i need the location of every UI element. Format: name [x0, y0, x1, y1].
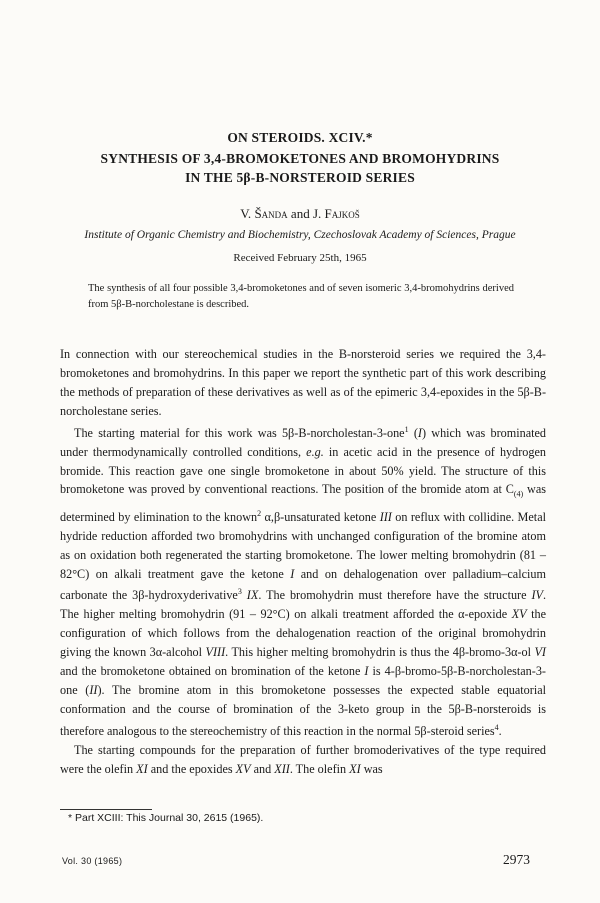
paragraph-1: In connection with our stereochemical studies in the B-norsteroid series we required the 3,4-bromoketones and bromohydrins. In this paper we report the synthetic part of this work describing the methods of preparation of these derivatives as well as of the epimeric 3,4-epoxides in the 5β-B-norcholestane series. [60, 347, 546, 418]
footnote-rule [60, 809, 152, 810]
article-title-line1: SYNTHESIS OF 3,4-BROMOKETONES AND BROMOHYDRINS [100, 151, 500, 166]
paragraph-3: The starting compounds for the preparation of further bromoderivatives of the type required were the olefin XI and the epoxides XV and XII. The olefin XI was [60, 742, 546, 776]
authors: V. Šanda and J. Fajkoš [240, 206, 360, 221]
series-title: ON STEROIDS. XCIV.* [227, 130, 373, 145]
author-sanda: Šanda [254, 206, 288, 221]
author-fajkos: Fajkoš [324, 206, 360, 221]
volume-info: Vol. 30 (1965) [62, 856, 123, 866]
article-body [60, 345, 546, 779]
page-number: 2973 [503, 852, 530, 867]
paragraph-2: The starting material for this work was 5β-B-norcholestan-3-one$^1$ (I) which was brominated under thermodynamically controlled conditions, e.g. in acetic acid in the presence of hydrogen bromide. This reaction gave one single bromoketone in about 50% yield. The structure of this bromoketone was proved by conventional reactions. The position of the bromide atom at $C_{(4)}$ was determined by elimination to the known$^2$ α,β-unsaturated ketone III on reflux with collidine. Metal hydride reduction afforded two bromohydrins with unchanged configuration of the bromine atom as on oxidation both regenerated the starting bromoketone. The lower melting bromohydrin (81 – 82°C) on alkali treatment gave the ketone I and on dehalogenation over palladium–calcium carbonate the 3β-hydroxyderivative$^3$ IX. The bromohydrin must therefore have the structure IV. The higher melting bromohydrin (91 – 92°C) on alkali treatment afforded the α-epoxide XV the configuration of which follows from the dehalogenation reaction of the original bromohydrin giving the known 3α-alcohol VIII. This higher melting bromohydrin is thus the 4β-bromo-3α-ol VI and the bromoketone obtained on bromination of the ketone I is 4-β-bromo-5β-B-norcholestan-3-one (II). The bromine atom in this bromoketone possesses the expected stable equatorial conformation and the course of bromination of the 3-keto group in the 5β-B-norsteroids is therefore analogous to the stereochemistry of this reaction in the normal 5β-steroid series$^4$. [60, 424, 547, 738]
footnote: * Part XCIII: This Journal 30, 2615 (1965). [68, 812, 264, 824]
affiliation: Institute of Organic Chemistry and Biochemistry, Czechoslovak Academy of Sciences, Prague [84, 229, 516, 241]
received-date: Received February 25th, 1965 [233, 252, 367, 264]
abstract: The synthesis of all four possible 3,4-bromoketones and of seven isomeric 3,4-bromohydrins derived from 5β-B-norcholestane is described. [88, 283, 514, 310]
article-title-line2: IN THE 5β-B-NORSTEROID SERIES [185, 170, 415, 185]
